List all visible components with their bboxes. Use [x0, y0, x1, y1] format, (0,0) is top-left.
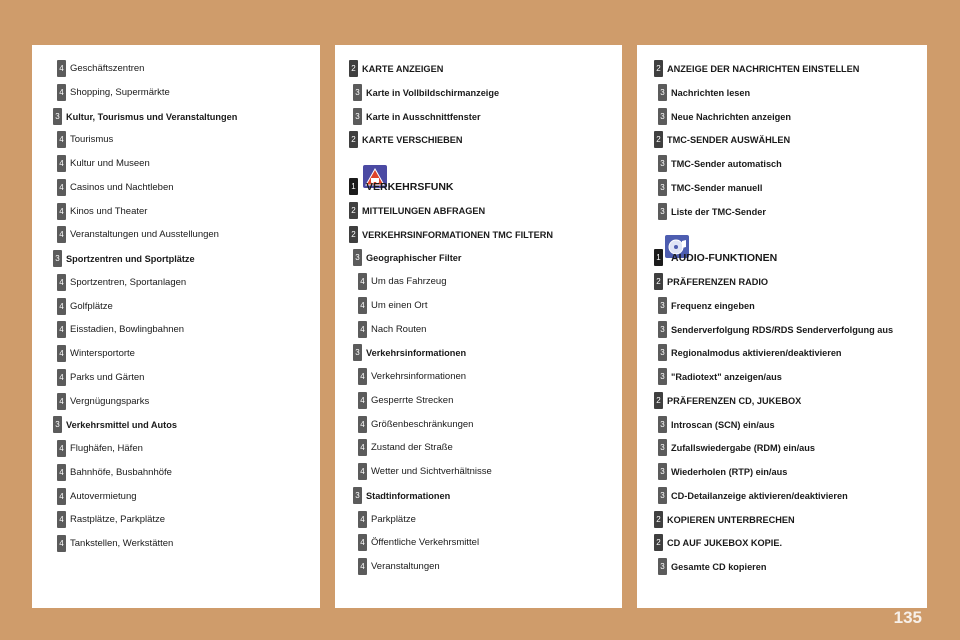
level-badge: 3	[53, 108, 62, 125]
menu-column-2	[335, 45, 622, 608]
menu-item-level-4	[358, 438, 453, 457]
menu-item-label: Verkehrsmittel und Autos	[66, 419, 177, 430]
menu-item-level-4	[57, 130, 113, 149]
menu-item-label: TMC-SENDER AUSWÄHLEN	[667, 134, 791, 145]
menu-item-level-3	[658, 438, 815, 457]
level-badge: 3	[353, 344, 362, 361]
menu-item-label: Kultur, Tourismus und Veranstaltungen	[66, 111, 238, 122]
menu-item-level-2	[654, 59, 859, 78]
menu-item-label: Tourismus	[70, 134, 114, 145]
menu-item-label: Verkehrsinformationen	[371, 371, 467, 382]
level-badge: 3	[658, 487, 667, 504]
menu-item-label: Frequenz eingeben	[671, 300, 755, 311]
level-badge: 2	[654, 534, 663, 551]
level-badge: 4	[358, 463, 367, 480]
menu-item-label: Veranstaltungen und Ausstellungen	[70, 229, 219, 240]
menu-item-level-2	[349, 130, 463, 149]
menu-item-level-2	[654, 533, 782, 552]
level-badge: 4	[57, 274, 66, 291]
level-badge: 1	[349, 178, 358, 195]
level-badge: 3	[353, 84, 362, 101]
level-badge: 2	[349, 131, 358, 148]
menu-item-level-3	[353, 83, 499, 102]
menu-item-level-3	[353, 343, 466, 362]
level-badge: 4	[358, 368, 367, 385]
menu-item-level-4	[57, 225, 219, 244]
menu-item-level-3	[658, 415, 775, 434]
level-badge: 4	[358, 416, 367, 433]
level-badge: 3	[658, 463, 667, 480]
level-badge: 3	[658, 416, 667, 433]
menu-item-label: Sportzentren, Sportanlagen	[70, 277, 187, 288]
menu-item-label: KARTE VERSCHIEBEN	[362, 134, 463, 145]
menu-item-level-4	[57, 368, 144, 387]
menu-item-level-4	[358, 272, 447, 291]
menu-item-level-3	[658, 343, 842, 362]
menu-item-level-4	[57, 59, 144, 78]
menu-item-level-3	[658, 154, 782, 173]
menu-item-label: Senderverfolgung RDS/RDS Senderverfolgung aus	[671, 324, 894, 335]
menu-item-label: Sportzentren und Sportplätze	[66, 253, 195, 264]
level-badge: 4	[57, 84, 66, 101]
menu-item-label: Karte in Ausschnittfenster	[366, 111, 481, 122]
menu-item-label: Geographischer Filter	[366, 252, 462, 263]
level-badge: 1	[654, 249, 663, 266]
menu-item-label: Um das Fahrzeug	[371, 276, 447, 287]
menu-item-label: Verkehrsinformationen	[366, 347, 467, 358]
menu-item-label: Öffentliche Verkehrsmittel	[371, 537, 480, 548]
menu-item-label: Geschäftszentren	[70, 63, 145, 74]
menu-item-level-4	[358, 296, 428, 315]
menu-item-label: TMC-Sender manuell	[671, 182, 763, 193]
menu-item-label: ANZEIGE DER NACHRICHTEN EINSTELLEN	[667, 63, 860, 74]
level-badge: 4	[358, 321, 367, 338]
level-badge: 4	[358, 511, 367, 528]
menu-item-label: Introscan (SCN) ein/aus	[671, 419, 775, 430]
level-badge: 3	[53, 250, 62, 267]
menu-item-level-4	[358, 510, 416, 529]
level-badge: 4	[57, 393, 66, 410]
menu-item-level-2	[349, 201, 485, 220]
menu-item-label: Autovermietung	[70, 491, 137, 502]
menu-item-level-3	[353, 107, 481, 126]
menu-item-label: MITTEILUNGEN ABFRAGEN	[362, 205, 486, 216]
menu-item-label: Eisstadien, Bowlingbahnen	[70, 324, 185, 335]
menu-item-level-2	[654, 272, 768, 291]
level-badge: 2	[349, 226, 358, 243]
menu-item-level-3	[658, 462, 787, 481]
menu-item-level-3	[658, 367, 782, 386]
level-badge: 4	[57, 131, 66, 148]
menu-item-level-4	[57, 463, 172, 482]
level-badge: 4	[57, 226, 66, 243]
menu-item-level-4	[358, 367, 466, 386]
menu-item-label: Parkplätze	[371, 514, 416, 525]
menu-item-level-3	[53, 107, 237, 126]
menu-item-level-1	[654, 248, 777, 267]
menu-item-label: Neue Nachrichten anzeigen	[671, 111, 791, 122]
level-badge: 3	[658, 344, 667, 361]
menu-item-label: Tankstellen, Werkstätten	[70, 538, 174, 549]
menu-item-label: Wiederholen (RTP) ein/aus	[671, 466, 788, 477]
menu-item-label: Wintersportorte	[70, 348, 135, 359]
menu-column-3	[637, 45, 927, 608]
level-badge: 4	[358, 297, 367, 314]
menu-item-label: Karte in Vollbildschirmanzeige	[366, 87, 500, 98]
menu-item-label: KOPIEREN UNTERBRECHEN	[667, 514, 795, 525]
menu-item-level-4	[57, 83, 170, 102]
menu-item-level-4	[57, 344, 135, 363]
level-badge: 2	[349, 202, 358, 219]
level-badge: 2	[654, 131, 663, 148]
level-badge: 3	[658, 203, 667, 220]
menu-item-level-3	[658, 83, 750, 102]
menu-item-level-4	[57, 154, 150, 173]
menu-item-level-2	[654, 510, 795, 529]
menu-item-label: Nach Routen	[371, 324, 427, 335]
menu-item-level-3	[353, 248, 461, 267]
menu-item-level-4	[57, 297, 113, 316]
menu-item-level-4	[358, 557, 440, 576]
menu-item-level-2	[349, 225, 553, 244]
menu-item-level-2	[654, 130, 790, 149]
level-badge: 4	[57, 179, 66, 196]
menu-item-label: AUDIO-FUNKTIONEN	[671, 251, 778, 264]
level-badge: 4	[57, 298, 66, 315]
menu-item-label: VERKEHRSFUNK	[366, 180, 454, 193]
menu-item-level-2	[349, 59, 443, 78]
menu-item-label: Bahnhöfe, Busbahnhöfe	[70, 467, 172, 478]
menu-item-level-3	[353, 486, 450, 505]
menu-item-level-4	[57, 320, 184, 339]
menu-item-label: Veranstaltungen	[371, 561, 440, 572]
level-badge: 3	[353, 249, 362, 266]
menu-item-label: VERKEHRSINFORMATIONEN TMC FILTERN	[362, 229, 554, 240]
menu-item-label: Liste der TMC-Sender	[671, 206, 766, 217]
level-badge: 3	[658, 108, 667, 125]
menu-item-label: Parks und Gärten	[70, 372, 145, 383]
level-badge: 3	[658, 297, 667, 314]
menu-item-level-4	[57, 178, 174, 197]
menu-item-label: Vergnügungsparks	[70, 396, 150, 407]
menu-item-label: Rastplätze, Parkplätze	[70, 514, 166, 525]
menu-item-level-4	[358, 391, 453, 410]
menu-item-label: Zustand der Straße	[371, 442, 453, 453]
menu-item-label: "Radiotext" anzeigen/aus	[671, 371, 782, 382]
menu-item-level-4	[358, 320, 426, 339]
menu-item-label: Nachrichten lesen	[671, 87, 751, 98]
menu-item-label: PRÄFERENZEN CD, JUKEBOX	[667, 395, 802, 406]
level-badge: 4	[358, 534, 367, 551]
level-badge: 4	[57, 60, 66, 77]
level-badge: 3	[658, 179, 667, 196]
menu-item-level-3	[658, 486, 848, 505]
menu-item-label: Kultur und Museen	[70, 158, 150, 169]
level-badge: 3	[353, 487, 362, 504]
menu-item-level-4	[358, 462, 492, 481]
level-badge: 3	[658, 558, 667, 575]
menu-item-level-3	[658, 296, 755, 315]
menu-item-label: Casinos und Nachtleben	[70, 182, 174, 193]
level-badge: 4	[57, 511, 66, 528]
level-badge: 2	[654, 273, 663, 290]
menu-item-level-2	[654, 391, 801, 410]
menu-item-label: Gesperrte Strecken	[371, 395, 454, 406]
level-badge: 3	[658, 155, 667, 172]
menu-item-label: Golfplätze	[70, 301, 113, 312]
level-badge: 4	[57, 203, 66, 220]
menu-item-label: Shopping, Supermärkte	[70, 87, 170, 98]
menu-item-label: Kinos und Theater	[70, 206, 148, 217]
level-badge: 2	[654, 60, 663, 77]
menu-item-level-4	[358, 533, 479, 552]
level-badge: 4	[358, 273, 367, 290]
menu-item-label: Regionalmodus aktivieren/deaktivieren	[671, 347, 842, 358]
menu-item-level-3	[658, 178, 762, 197]
menu-item-level-4	[57, 534, 173, 553]
menu-item-level-4	[57, 202, 147, 221]
menu-item-level-1	[349, 177, 454, 196]
menu-item-level-3	[53, 415, 177, 434]
level-badge: 4	[358, 392, 367, 409]
level-badge: 3	[658, 84, 667, 101]
menu-item-level-3	[658, 107, 791, 126]
level-badge: 4	[57, 440, 66, 457]
menu-item-label: Flughäfen, Häfen	[70, 443, 143, 454]
level-badge: 2	[349, 60, 358, 77]
menu-item-level-4	[57, 439, 143, 458]
menu-item-level-3	[658, 557, 766, 576]
menu-item-level-4	[57, 487, 137, 506]
menu-item-level-4	[358, 415, 473, 434]
level-badge: 3	[658, 321, 667, 338]
level-badge: 4	[57, 535, 66, 552]
menu-item-level-4	[57, 392, 149, 411]
menu-item-label: Um einen Ort	[371, 300, 428, 311]
menu-item-label: TMC-Sender automatisch	[671, 158, 782, 169]
level-badge: 3	[353, 108, 362, 125]
level-badge: 2	[654, 392, 663, 409]
menu-item-label: Gesamte CD kopieren	[671, 561, 767, 572]
level-badge: 4	[358, 558, 367, 575]
menu-item-label: KARTE ANZEIGEN	[362, 63, 444, 74]
menu-item-label: Stadtinformationen	[366, 490, 451, 501]
menu-item-label: Größenbeschränkungen	[371, 419, 474, 430]
menu-item-level-4	[57, 273, 186, 292]
level-badge: 3	[658, 439, 667, 456]
level-badge: 4	[57, 464, 66, 481]
level-badge: 4	[57, 369, 66, 386]
level-badge: 4	[358, 439, 367, 456]
level-badge: 3	[658, 368, 667, 385]
level-badge: 4	[57, 321, 66, 338]
level-badge: 4	[57, 488, 66, 505]
level-badge: 4	[57, 155, 66, 172]
menu-item-label: Zufallswiedergabe (RDM) ein/aus	[671, 442, 815, 453]
level-badge: 3	[53, 416, 62, 433]
menu-item-label: PRÄFERENZEN RADIO	[667, 276, 769, 287]
menu-item-level-3	[658, 202, 766, 221]
level-badge: 4	[57, 345, 66, 362]
menu-item-label: CD-Detailanzeige aktivieren/deaktivieren	[671, 490, 848, 501]
menu-item-label: CD AUF JUKEBOX KOPIE.	[667, 537, 783, 548]
level-badge: 2	[654, 511, 663, 528]
menu-item-level-3	[53, 249, 195, 268]
menu-item-label: Wetter und Sichtverhältnisse	[371, 466, 492, 477]
menu-column-1	[32, 45, 320, 608]
page-number: 135	[893, 608, 922, 627]
menu-item-level-3	[658, 320, 893, 339]
menu-item-level-4	[57, 510, 165, 529]
